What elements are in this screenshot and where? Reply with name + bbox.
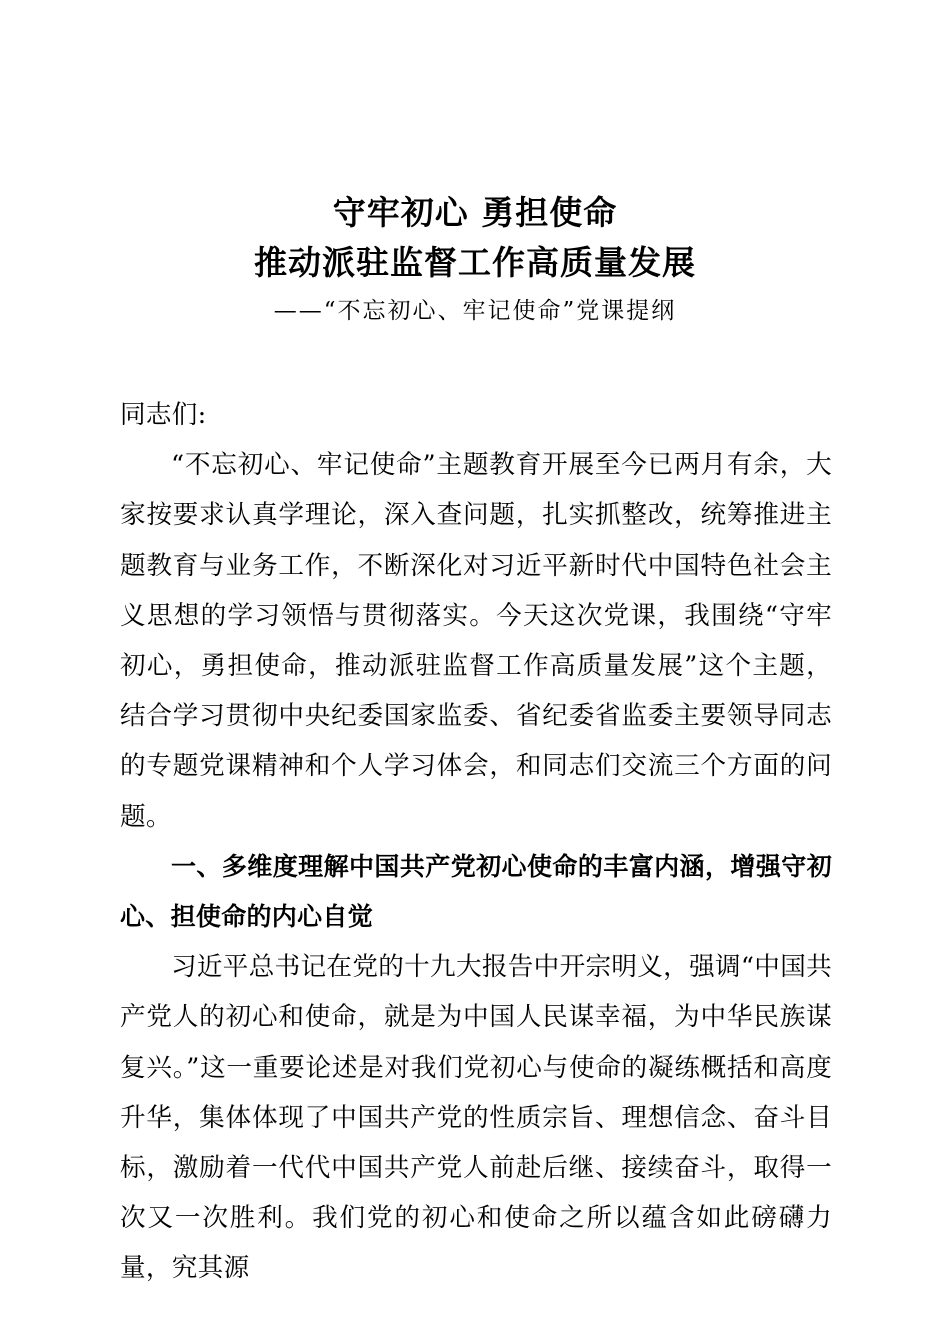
salutation: 同志们:	[120, 400, 207, 430]
section-1-paragraph: 习近平总书记在党的十九大报告中开宗明义，强调“中国共产党人的初心和使命，就是为中国人民谋幸福，为中华民族谋复兴。”这一重要论述是对我们党初心与使命的凝练概括和高度升华，集体体现了中国共产党的性质宗旨、理想信念、奋斗目标，激励着一代代中国共产党人前赴后继、接续奋斗，取得一次又一次胜利。我们党的初心和使命之所以蕴含如此磅礴力量，究其源	[120, 952, 832, 1284]
document-body	[120, 390, 832, 1294]
section-1-heading: 一、多维度理解中国共产党初心使命的丰富内涵，增强守初心、担使命的内心自觉	[120, 851, 832, 932]
title-block	[0, 188, 950, 331]
document-title-line-1: 守牢初心 勇担使命	[332, 193, 618, 232]
document-title-line-2: 推动派驻监督工作高质量发展	[254, 243, 696, 282]
intro-paragraph: “不忘初心、牢记使命”主题教育开展至今已两月有余，大家按要求认真学理论，深入查问题，扎实抓整改，统筹推进主题教育与业务工作，不断深化对习近平新时代中国特色社会主义思想的学习领悟与贯彻落实。今天这次党课，我围绕“守牢初心，勇担使命，推动派驻监督工作高质量发展”这个主题，结合学习贯彻中央纪委国家监委、省纪委省监委主要领导同志的专题党课精神和个人学习体会，和同志们交流三个方面的问题。	[120, 450, 832, 832]
document-subtitle: ——“不忘初心、牢记使命”党课提纲	[273, 298, 677, 324]
